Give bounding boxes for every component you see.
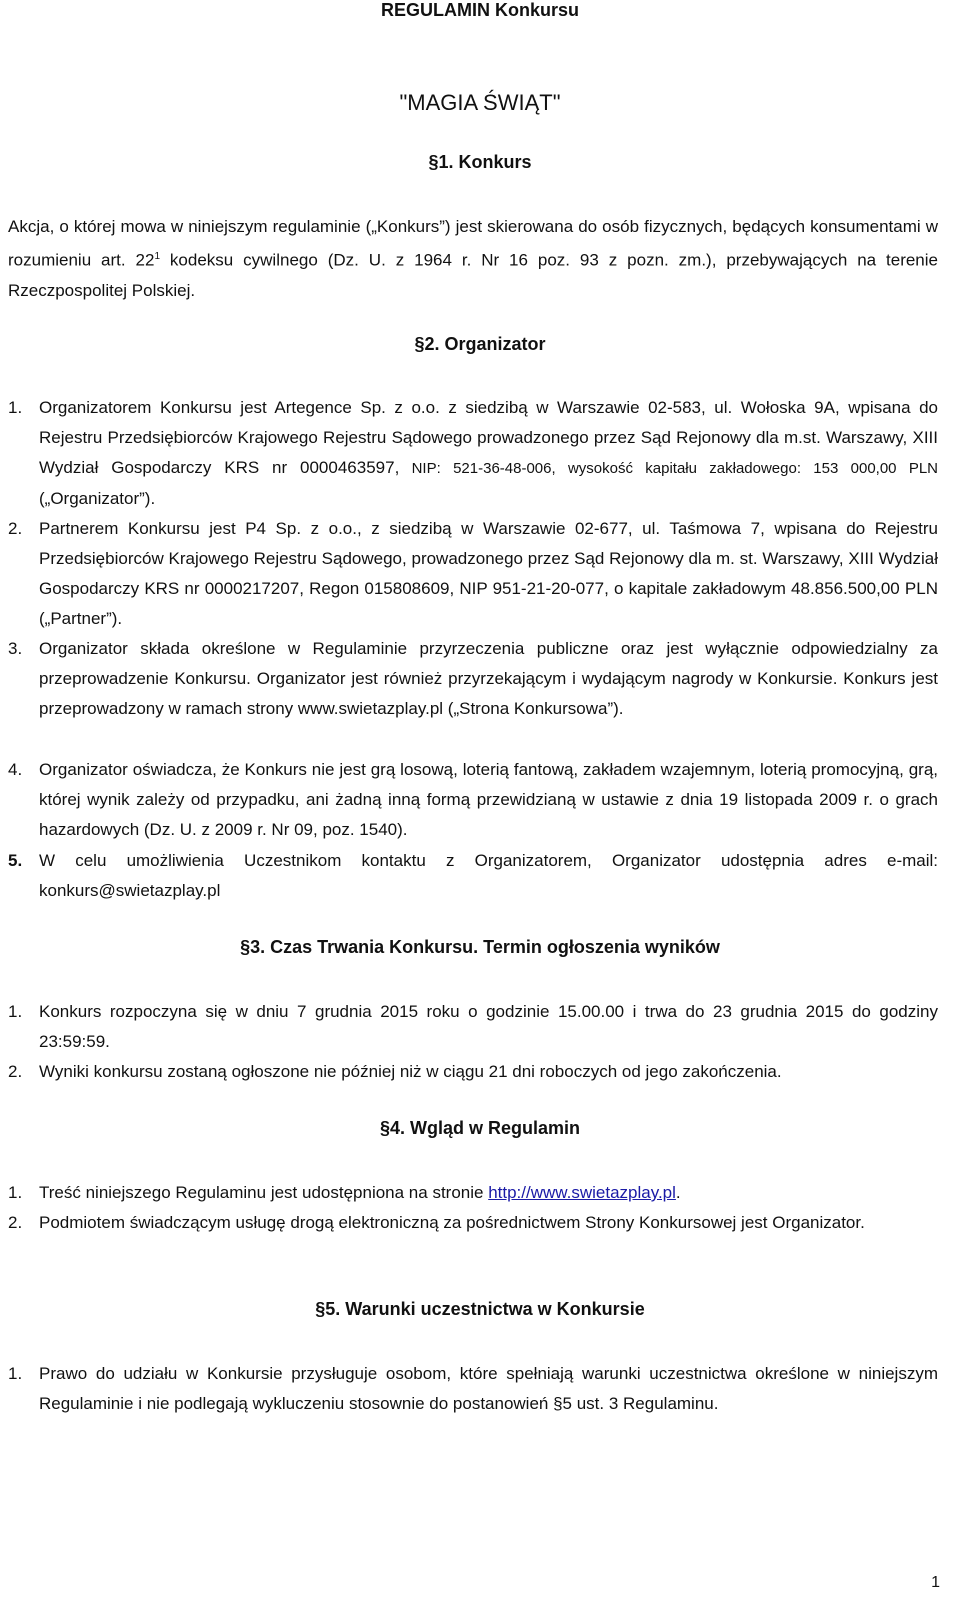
section-2-item-4: 4. Organizator oświadcza, że Konkurs nie jest grą losową, loterią fantową, zakładem wzajemnym, loterią promocyjną, grą, której wynik zależy od przypadku, ani żadną inną formą przewidzianą w ustawie z dnia 19 listopada 2009 r. o grach hazardowych (Dz. U. z 2009 r. Nr 09, poz. 1540).: [8, 760, 938, 839]
section-1-paragraph: Akcja, o której mowa w niniejszym regulaminie („Konkurs”) jest skierowana do osób fizycznych, będących konsumentami w rozumieniu art. $22^1$ kodeksu cywilnego (Dz. U. z 1964 r. Nr 16 poz. 93 z pozn. zm.), przebywających na terenie Rzeczpospolitej Polskiej.: [8, 217, 938, 300]
document-title: REGULAMIN Konkursu: [381, 0, 579, 20]
section-4-item-2: 2. Podmiotem świadczącym usługę drogą elektroniczną za pośrednictwem Strony Konkursowej jest Organizator.: [8, 1213, 865, 1232]
section-2-item-2: 2. Partnerem Konkursu jest P4 Sp. z o.o., z siedzibą w Warszawie 02-677, ul. Taśmowa 7, wpisana do Rejestru Przedsiębiorców Krajowego Rejestru Sądowego, prowadzonego przez Sąd Rejonowy dla m. st. Warszawy, XIII Wydział Gospodarczy KRS nr 0000217207, Regon 015808609, NIP 951-21-20-077, o kapitale zakładowym 48.856.500,00 PLN („Partner”).: [8, 519, 938, 628]
section-2-item-5: 5. W celu umożliwienia Uczestnikom kontaktu z Organizatorem, Organizator udostępnia adres e-mail: konkurs@swietazplay.pl: [8, 851, 938, 900]
section-2-heading: §2. Organizator: [414, 334, 546, 354]
section-4-heading: §4. Wgląd w Regulamin: [379, 1118, 581, 1138]
section-3-heading: §3. Czas Trwania Konkursu. Termin ogłoszenia wyników: [240, 937, 720, 957]
section-5-heading: §5. Warunki uczestnictwa w Konkursie: [315, 1299, 645, 1319]
section-2-item-1: 1. Organizatorem Konkursu jest Artegence Sp. z o.o. z siedzibą w Warszawie 02-583, ul. Wołoska 9A, wpisana do Rejestru Przedsiębiorców Krajowego Rejestru Sądowego prowadzonego przez Sąd Rejonowy dla m.st. Warszawy, XIII Wydział Gospodarczy KRS nr 0000463597, NIP: 521-36-48-006, wysokość kapitału zakładowego: 153 000,00 PLN („Organizator”).: [8, 398, 939, 508]
section-1-heading: §1. Konkurs: [428, 152, 532, 172]
section-3-item-1: 1. Konkurs rozpoczyna się w dniu 7 grudnia 2015 roku o godzinie 15.00.00 i trwa do 23 grudnia 2015 do godziny 23:59:59.: [8, 1002, 938, 1051]
contest-name: "MAGIA ŚWIĄT": [399, 90, 561, 115]
section-3-item-2: 2. Wyniki konkursu zostaną ogłoszone nie później niż w ciągu 21 dni roboczych od jego zakończenia.: [8, 1062, 782, 1081]
section-4-item-1: 1. Treść niniejszego Regulaminu jest udostępniona na stronie http://www.swietazplay.pl.: [8, 1183, 681, 1202]
section-2-item-3: 3. Organizator składa określone w Regulaminie przyrzeczenia publiczne oraz jest wyłącznie odpowiedzialny za przeprowadzenie Konkursu. Organizator jest również przyrzekającym i wydającym nagrody w Konkursie. Konkurs jest przeprowadzony w ramach strony www.swietazplay.pl („Strona Konkursowa”).: [8, 639, 938, 718]
section-5-item-1: 1. Prawo do udziału w Konkursie przysługuje osobom, które spełniają warunki uczestnictwa określone w niniejszym Regulaminie i nie podlegają wykluczeniu stosownie do postanowień §5 ust. 3 Regulaminu.: [8, 1364, 938, 1413]
swietazplay-link[interactable]: http://www.swietazplay.pl: [488, 1183, 676, 1202]
page-number: 1: [931, 1574, 940, 1591]
